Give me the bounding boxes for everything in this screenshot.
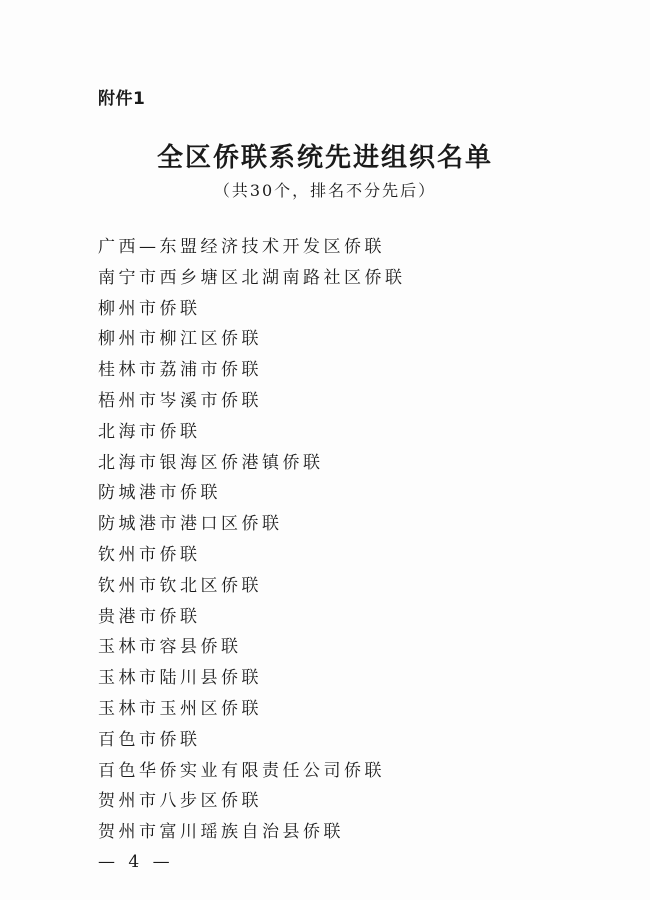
organization-item: 钦州市钦北区侨联 xyxy=(98,575,262,596)
organization-item: 钦州市侨联 xyxy=(98,544,201,565)
document-title: 全区侨联系统先进组织名单 xyxy=(156,143,493,173)
organization-item: 贵港市侨联 xyxy=(98,606,201,627)
organization-item: 北海市银海区侨港镇侨联 xyxy=(98,452,324,473)
organization-item: 玉林市陆川县侨联 xyxy=(98,668,262,689)
organization-item: 南宁市西乡塘区北湖南路社区侨联 xyxy=(98,267,406,288)
organization-item: 玉林市容县侨联 xyxy=(98,637,242,658)
organization-item: 玉林市玉州区侨联 xyxy=(98,698,262,719)
organization-item: 柳州市柳江区侨联 xyxy=(98,329,262,350)
document-subtitle: （共30个，排名不分先后） xyxy=(213,181,437,200)
organization-item: 贺州市富川瑶族自治县侨联 xyxy=(98,822,344,843)
organization-item: 百色华侨实业有限责任公司侨联 xyxy=(98,760,385,781)
organization-item: 防城港市港口区侨联 xyxy=(98,514,283,535)
page-number: — 4 — xyxy=(98,852,174,872)
organization-item: 百色市侨联 xyxy=(98,729,201,750)
organization-item: 柳州市侨联 xyxy=(98,298,201,319)
organization-item: 防城港市侨联 xyxy=(98,483,221,504)
organization-item: 梧州市岑溪市侨联 xyxy=(98,390,262,411)
organization-list xyxy=(98,232,406,848)
attachment-label: 附件1 xyxy=(98,89,146,109)
organization-item: 北海市侨联 xyxy=(98,421,201,442)
organization-item: 桂林市荔浦市侨联 xyxy=(98,360,262,381)
organization-item: 广西—东盟经济技术开发区侨联 xyxy=(98,237,385,257)
organization-item: 贺州市八步区侨联 xyxy=(98,791,262,812)
